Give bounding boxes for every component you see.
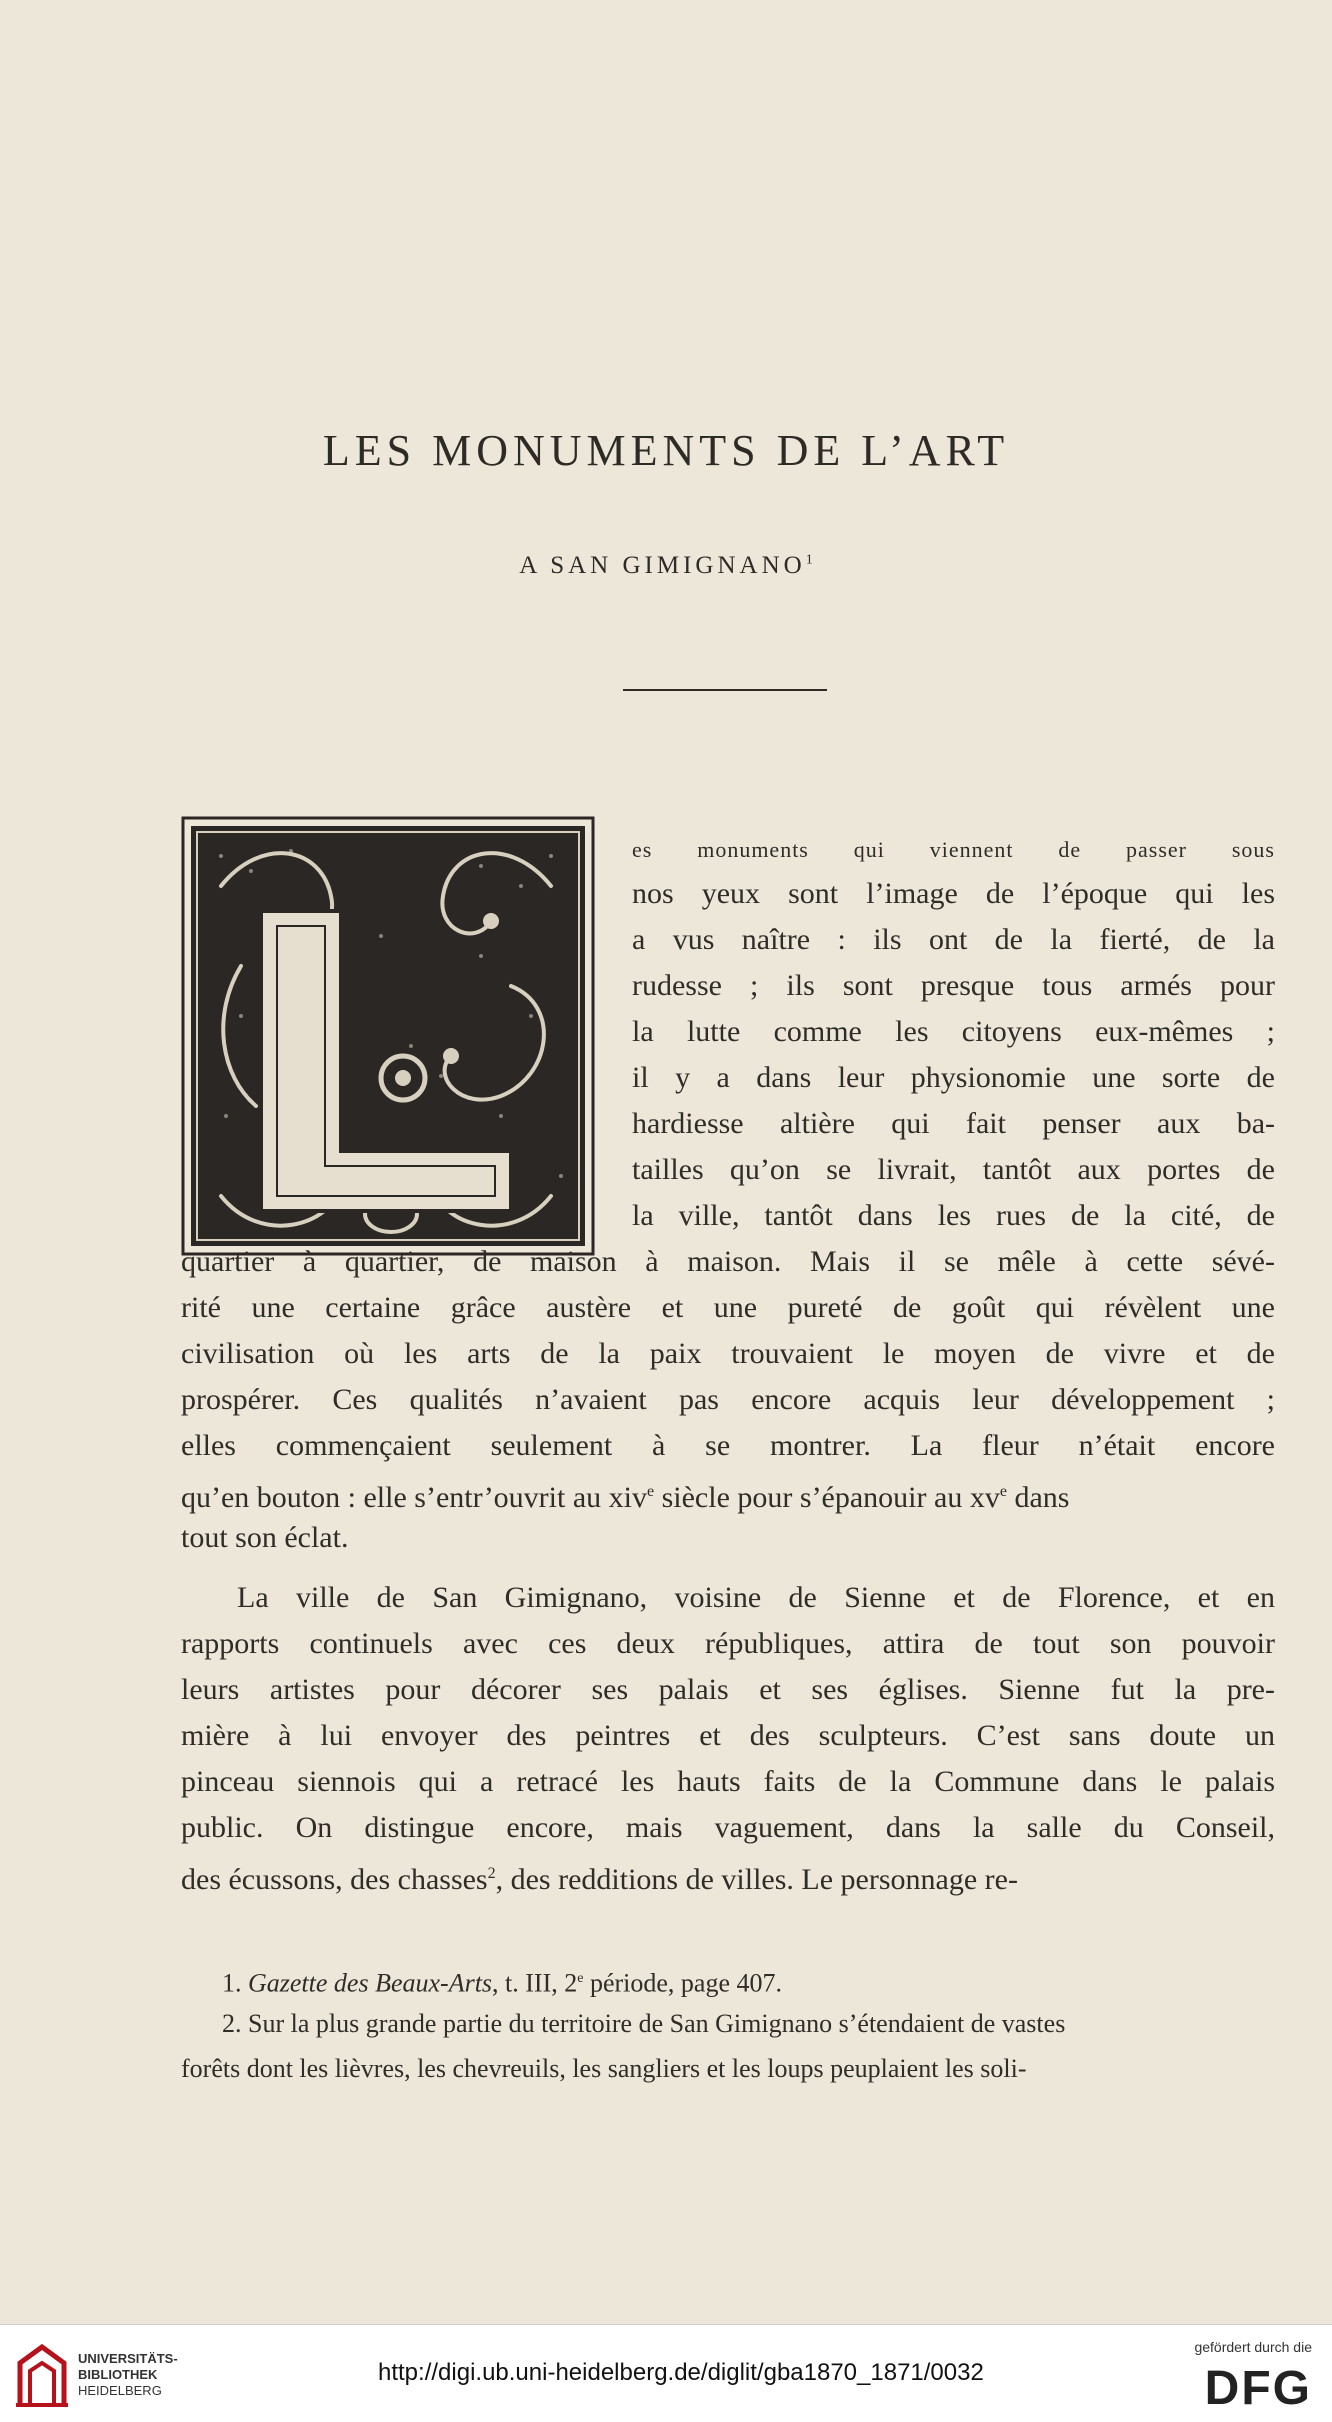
body-line-3: a vus naître : ils ont de la fierté, de la bbox=[632, 923, 1275, 956]
body-line-22: public. On distingue encore, mais vaguement, dans la salle du Conseil, bbox=[181, 1811, 1275, 1844]
footnote-marker-2: 2 bbox=[487, 1865, 496, 1882]
body-line-15 bbox=[181, 1469, 1275, 1521]
drop-cap-continuation: es monuments qui viennent de passer sous bbox=[632, 837, 1275, 862]
footnote-1-journal: Gazette des Beaux-Arts bbox=[248, 1968, 493, 1998]
body-line-15-end: dans bbox=[1006, 1481, 1070, 1514]
subtitle-text: A SAN GIMIGNANO bbox=[519, 552, 806, 579]
body-line-14: elles commençaient seulement à se montrer. La fleur n’était encore bbox=[181, 1429, 1275, 1462]
footnote-2-line-2: forêts dont les lièvres, les chevreuils, les sangliers et les loups peuplaient les soli- bbox=[181, 2054, 1027, 2083]
library-name-line-3: HEIDELBERG bbox=[78, 2383, 162, 2398]
article-title: LES MONUMENTS DE L’ART bbox=[322, 426, 1010, 475]
library-name-line-2: BIBLIOTHEK bbox=[78, 2367, 158, 2382]
body-line-9: la ville, tantôt dans les rues de la cité, de bbox=[632, 1199, 1275, 1232]
century-superscript-1: e bbox=[647, 1483, 655, 1500]
body-line-6: il y a dans leur physionomie une sorte de bbox=[632, 1061, 1275, 1094]
body-line-4: rudesse ; ils sont presque tous armés pour bbox=[632, 969, 1275, 1002]
body-line-12: civilisation où les arts de la paix trouvaient le moyen de vivre et de bbox=[181, 1337, 1275, 1370]
body-line-23 bbox=[181, 1851, 1275, 1903]
body-line-19: leurs artistes pour décorer ses palais et ses églises. Sienne fut la pre- bbox=[181, 1673, 1275, 1706]
body-line-15-start: qu’en bouton : elle s’entr’ouvrit au xiv bbox=[181, 1481, 647, 1514]
body-line-11: rité une certaine grâce austère et une pureté de goût qui révèlent une bbox=[181, 1291, 1275, 1324]
footnote-1-number: 1. bbox=[222, 1968, 242, 1998]
body-line-7: hardiesse altière qui fait penser aux ba- bbox=[632, 1107, 1275, 1140]
footnote-1-superscript: e bbox=[577, 1971, 584, 1986]
century-superscript-2: e bbox=[999, 1483, 1007, 1500]
subtitle-footnote-marker: 1 bbox=[805, 552, 813, 568]
title-divider bbox=[623, 689, 827, 691]
source-url-link[interactable]: http://digi.ub.uni-heidelberg.de/diglit/gba1870_1871/0032 bbox=[378, 2359, 984, 2386]
body-line-1 bbox=[632, 825, 1275, 873]
body-line-18: rapports continuels avec ces deux républiques, attira de tout son pouvoir bbox=[181, 1627, 1275, 1660]
body-line-17: La ville de San Gimignano, voisine de Sienne et de Florence, et en bbox=[237, 1581, 1275, 1614]
body-line-8: tailles qu’on se livrait, tantôt aux portes de bbox=[632, 1153, 1275, 1186]
body-line-13: prospérer. Ces qualités n’avaient pas encore acquis leur développement ; bbox=[181, 1383, 1275, 1416]
footnote-1 bbox=[222, 1960, 782, 2003]
body-line-21: pinceau siennois qui a retracé les hauts faits de la Commune dans le palais bbox=[181, 1765, 1275, 1798]
library-name-line-1: UNIVERSITÄTS- bbox=[78, 2351, 178, 2366]
digitization-footer bbox=[0, 2324, 1332, 2422]
body-line-23-start: des écussons, des chasses bbox=[181, 1863, 488, 1896]
footnote-1-page: période, page 407. bbox=[583, 1968, 783, 1998]
body-line-10: quartier à quartier, de maison à maison. Mais il se mêle à cette sévé- bbox=[181, 1245, 1275, 1278]
ornamental-initial-L bbox=[181, 816, 595, 1256]
funded-by-label: gefördert durch die bbox=[1194, 2339, 1312, 2355]
article-subtitle bbox=[0, 552, 1332, 580]
university-library-logo-icon bbox=[14, 2343, 70, 2409]
body-line-15-mid: siècle pour s’épanouir au xv bbox=[654, 1481, 1000, 1514]
footnote-1-volume: , t. III, 2 bbox=[492, 1968, 578, 1998]
dfg-logo: DFG bbox=[1204, 2362, 1312, 2415]
body-line-5: la lutte comme les citoyens eux-mêmes ; bbox=[632, 1015, 1275, 1048]
body-line-2: nos yeux sont l’image de l’époque qui les bbox=[632, 877, 1275, 910]
body-line-23-end: , des redditions de villes. Le personnage re- bbox=[495, 1863, 1018, 1896]
footnote-2-line-1: 2. Sur la plus grande partie du territoire de San Gimignano s’étendaient de vastes bbox=[222, 2009, 1066, 2038]
body-line-20: mière à lui envoyer des peintres et des sculpteurs. C’est sans doute un bbox=[181, 1719, 1275, 1752]
body-line-16: tout son éclat. bbox=[181, 1521, 349, 1554]
